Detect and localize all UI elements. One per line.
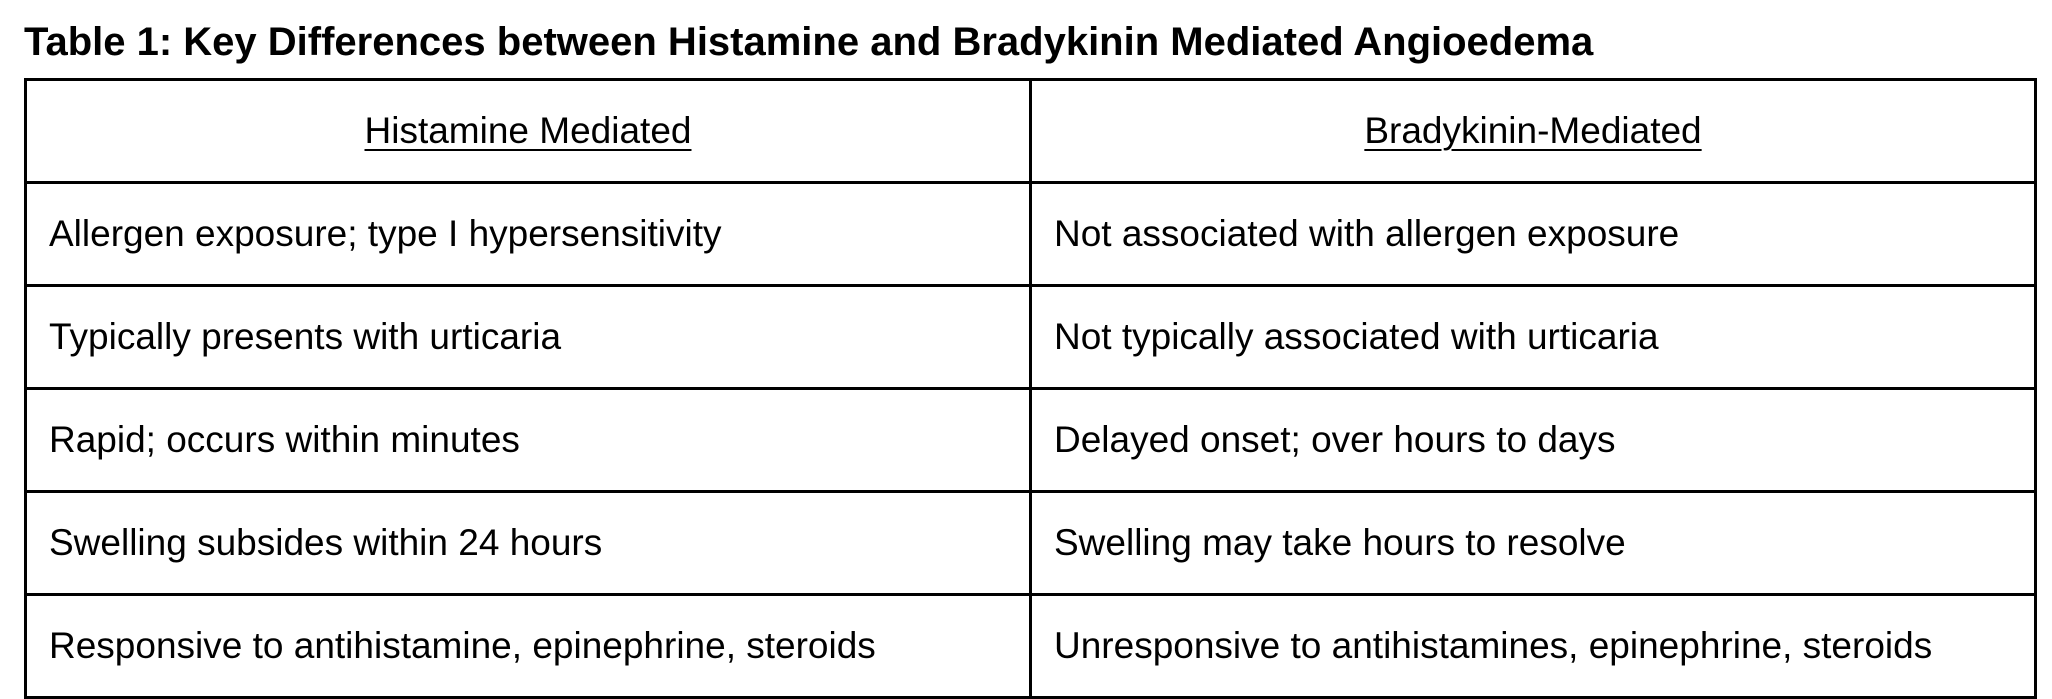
- table-row: [26, 286, 2036, 389]
- table-title: Table 1: Key Differences between Histamine and Bradykinin Mediated Angioedema: [24, 20, 1594, 64]
- cell-bradykinin: Delayed onset; over hours to days: [1031, 389, 2036, 492]
- cell-histamine: Typically presents with urticaria: [26, 286, 1031, 389]
- header-bradykinin-label: Bradykinin-Mediated: [1364, 110, 1702, 151]
- cell-histamine: Responsive to antihistamine, epinephrine, steroids: [26, 595, 1031, 698]
- cell-bradykinin: Unresponsive to antihistamines, epinephrine, steroids: [1031, 595, 2036, 698]
- cell-bradykinin: Swelling may take hours to resolve: [1031, 492, 2036, 595]
- header-histamine-label: Histamine Mediated: [364, 110, 692, 151]
- header-bradykinin: [1031, 80, 2036, 183]
- table-row: [26, 183, 2036, 286]
- table-row: [26, 492, 2036, 595]
- cell-bradykinin: Not typically associated with urticaria: [1031, 286, 2036, 389]
- cell-bradykinin: Not associated with allergen exposure: [1031, 183, 2036, 286]
- comparison-table: [24, 78, 2037, 699]
- table-header-row: [26, 80, 2036, 183]
- cell-histamine: Swelling subsides within 24 hours: [26, 492, 1031, 595]
- table-row: [26, 595, 2036, 698]
- header-histamine: [26, 80, 1031, 183]
- cell-histamine: Allergen exposure; type I hypersensitivity: [26, 183, 1031, 286]
- table-row: [26, 389, 2036, 492]
- cell-histamine: Rapid; occurs within minutes: [26, 389, 1031, 492]
